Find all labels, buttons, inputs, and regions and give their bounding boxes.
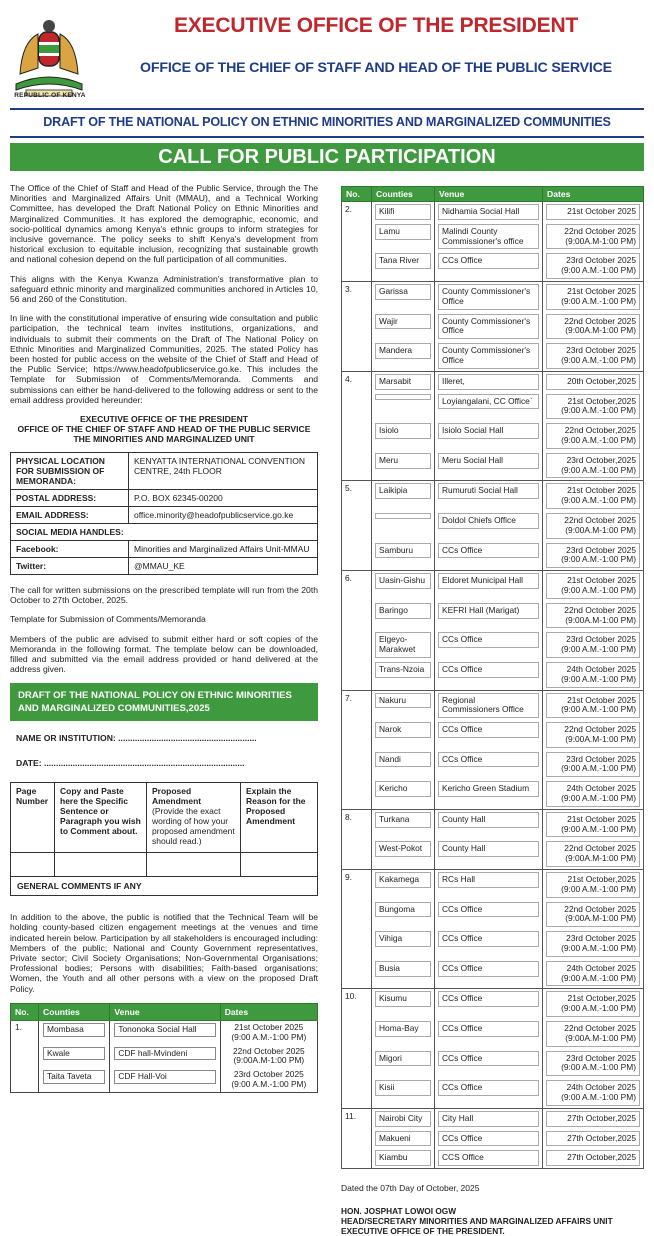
schedule-row: Doldol Chiefs Office 22nd October 2025 (9:00A.M-1:00 PM)	[342, 511, 644, 541]
deadline-paragraph: The call for written submissions on the prescribed template will run from the 20th October to 27th October, 2025.	[10, 585, 318, 606]
schedule-row: Lamu Malindi County Commissioner's office 22nd October 2025 (9:00A.M-1:00 PM)	[342, 222, 644, 252]
kenya-coat-of-arms-icon	[8, 12, 90, 104]
schedule-row: 6. Uasin-Gishu Eldoret Municipal Hall 21st October 2025 (9:00 A.M.-1:00 PM)	[342, 571, 644, 601]
template-heading: Template for Submission of Comments/Memoranda	[10, 614, 206, 625]
email-link[interactable]: office.minority@headofpublicservice.go.ke	[129, 507, 318, 524]
call-banner: CALL FOR PUBLIC PARTICIPATION	[10, 143, 644, 171]
schedule-row: Trans-Nzoia CCs Office 24th October 2025 (9:00 A.M.-1:00 PM)	[342, 660, 644, 690]
page-title: EXECUTIVE OFFICE OF THE PRESIDENT	[173, 14, 579, 37]
signature-block: HON. JOSPHAT LOWOI OGW HEAD/SECRETARY MINORITIES AND MARGINALIZED AFFAIRS UNIT EXECUTIVE OFFICE OF THE PRESIDENT.	[341, 1206, 613, 1236]
schedule-row: Bungoma CCs Office 22nd October 2025 (9:00A.M-1:00 PM)	[342, 900, 644, 930]
schedule-row: Homa-Bay CCs Office 22nd October 2025 (9:00A.M-1:00 PM)	[342, 1019, 644, 1049]
schedule-row: 4. Marsabit Illeret, 20th October,2025	[342, 371, 644, 391]
comment-template-table: Page Number Copy and Paste here the Specific Sentence or Paragraph you wish to Comment about. Proposed Amendment (Provide the exact wording of how your proposed amendment should read.) Explain the Reason for the Proposed Amendment	[10, 782, 318, 877]
right-column	[341, 186, 644, 1236]
schedule-row: 11. Nairobi City City Hall 27th October,2025	[342, 1108, 644, 1128]
schedule-table-right: No. Counties Venue Dates 2. Kilifi Nidhamia Social Hall 21st October 2025 Lamu Malindi County Commissioner's office 22nd October 2025 (9:00A.M-1:00 PM) Tana River CCs Office 23rd October 2025 (9:00 A.M.-1:00 PM) 3. Garissa County Commissioner's Office 21st October 2025 (9:00 A.M.-1:00 PM) Wajir County Commissioner's Office 22nd October 2025 (9:00A.M-1:00 PM) Mandera County Commissioner's Office 23rd October 2025 (9:00 A.M.-1:00 PM) 4. Marsabit Illeret, 20th October,2025 Loyiangalani, CC Office` 21st October,2025 (9:00 A.M.-1:00 PM) Isiolo Isiolo Social Hall 22nd October,2025 (9:00 A.M.-1:00 PM) Meru Meru Social Hall 23rd October,2025 (9:00 A.M.-1:00 PM) 5. Laikipia Rumuruti Social Hall 21st October 2025 (9:00 A.M.-1:00 PM) Doldol Chiefs Office 22nd October 2025 (9:00A.M-1:00 PM) Samburu CCs Office 23rd October 2025 (9:00 A.M.-1:00 PM) 6. Uasin-Gishu Eldoret Municipal Hall 21st October 2025 (9:00 A.M.-1:00 PM) Baringo KEFRI Hall (Marigat) 22nd October 2025 (9:00A.M-1:00 PM) Elgeyo-Marakwet CCs Office 23rd October 2025 (9:00 A.M.-1:00 PM) Trans-Nzoia CCs Office 24th October 2025 (9:00 A.M.-1:00 PM) 7. Nakuru Regional Commissioners Office 21st October 2025 (9:00 A.M.-1:00 PM) Narok CCs Office 22nd October 2025 (9:00A.M-1:00 PM) Nandi CCs Office 23rd October 2025 (9:00 A.M.-1:00 PM) Kericho Kericho Green Stadium 24th October 2025 (9:00 A.M.-1:00 PM) 8. Turkana County Hall 21st October 2025 (9:00 A.M.-1:00 PM) West-Pokot County Hall 22nd October 2025 (9:00A.M-1:00 PM) 9. Kakamega RCs Hall 21st October,2025 (9:00 A.M.-1:00 PM) Bungoma CCs Office 22nd October 2025 (9:00A.M-1:00 PM) Vihiga CCs Office 23rd October 2025 (9:00 A.M.-1:00 PM) Busia CCs Office 24th October 2025 (9:00 A.M.-1:00 PM) 10. Kisumu CCs Office 21st October,2025 (9:00 A.M.-1:00 PM) Homa-Bay CCs Office 22nd October 2025 (9:00A.M-1:00 PM) Migori CCs Office 23rd October 2025 (9:00 A.M.-1:00 PM) Kisii CCs Office 24th October 2025 (9:00 A.M.-1:00 PM) 11. Nairobi City City Hall 27th October,2025 Makueni CCs Office 27th October,2025 Kiambu CCS Office 27th October,2025	[341, 186, 644, 1169]
schedule-row: Loyiangalani, CC Office` 21st October,2025 (9:00 A.M.-1:00 PM)	[342, 392, 644, 422]
schedule-row: 2. Kilifi Nidhamia Social Hall 21st October 2025	[342, 202, 644, 222]
contact-table: PHYSICAL LOCATION FOR SUBMISSION OF MEMORANDA: KENYATTA INTERNATIONAL CONVENTION CENTRE, 24th FLOOR POSTAL ADDRESS: P.O. BOX 62345-00200 EMAIL ADDRESS: office.minority@headofpublicservice.go.ke SOCIAL MEDIA HANDLES: Facebook: Minorities and Marginalized Affairs Unit-MMAU Twitter: @MMAU_KE	[10, 452, 318, 575]
general-comments: GENERAL COMMENTS IF ANY	[10, 877, 318, 896]
schedule-row: Narok CCs Office 22nd October 2025 (9:00A.M-1:00 PM)	[342, 720, 644, 750]
schedule-row: Kericho Kericho Green Stadium 24th October 2025 (9:00 A.M.-1:00 PM)	[342, 779, 644, 809]
name-field: NAME OR INSTITUTION: ..........................................................	[16, 733, 257, 744]
schedule-row: 7. Nakuru Regional Commissioners Office 21st October 2025 (9:00 A.M.-1:00 PM)	[342, 690, 644, 720]
schedule-row: Nandi CCs Office 23rd October 2025 (9:00 A.M.-1:00 PM)	[342, 750, 644, 780]
schedule-row: 10. Kisumu CCs Office 21st October,2025 (9:00 A.M.-1:00 PM)	[342, 989, 644, 1019]
schedule-row: Elgeyo-Marakwet CCs Office 23rd October 2025 (9:00 A.M.-1:00 PM)	[342, 630, 644, 660]
twitter-link[interactable]: @MMAU_KE	[129, 558, 318, 575]
schedule-row: 8. Turkana County Hall 21st October 2025 (9:00 A.M.-1:00 PM)	[342, 809, 644, 839]
schedule-row: Kiambu CCS Office 27th October,2025	[342, 1148, 644, 1168]
format-paragraph: Members of the public are advised to submit either hard or soft copies of the Memoranda in the following format. The template below can be downloaded, filled and submitted via the email address provided or hand delivered at the address given.	[10, 633, 318, 675]
schedule-row: Kisii CCs Office 24th October 2025 (9:00 A.M.-1:00 PM)	[342, 1078, 644, 1108]
schedule-row: Wajir County Commissioner's Office 22nd October 2025 (9:00A.M-1:00 PM)	[342, 312, 644, 342]
template-title: DRAFT OF THE NATIONAL POLICY ON ETHNIC MINORITIES AND MARGINALIZED COMMUNITIES,2025	[10, 683, 318, 721]
facebook-link[interactable]: Minorities and Marginalized Affairs Unit-MMAU	[129, 541, 318, 558]
coat-caption: REPUBLIC OF KENYA	[14, 92, 86, 99]
schedule-row: 3. Garissa County Commissioner's Office 21st October 2025 (9:00 A.M.-1:00 PM)	[342, 281, 644, 311]
address-heading: EXECUTIVE OFFICE OF THE PRESIDENT OFFICE OF THE CHIEF OF STAFF AND HEAD OF THE PUBLIC SERVICE THE MINORITIES AND MARGINALIZED UNIT	[17, 414, 311, 445]
schedule-row: Busia CCs Office 24th October 2025 (9:00 A.M.-1:00 PM)	[342, 959, 644, 989]
header	[0, 0, 654, 108]
schedule-row: 9. Kakamega RCs Hall 21st October,2025 (9:00 A.M.-1:00 PM)	[342, 870, 644, 900]
schedule-row: Isiolo Isiolo Social Hall 22nd October,2025 (9:00 A.M.-1:00 PM)	[342, 421, 644, 451]
date-field: DATE: ....................................................................................	[16, 757, 245, 768]
schedule-row: Baringo KEFRI Hall (Marigat) 22nd October 2025 (9:00A.M-1:00 PM)	[342, 601, 644, 631]
schedule-row: 5. Laikipia Rumuruti Social Hall 21st October 2025 (9:00 A.M.-1:00 PM)	[342, 481, 644, 511]
intro-paragraph: The Office of the Chief of Staff and Head of the Public Service, through the The Minorities and Marginalized Affairs Unit (MMAU), and a Technical Working Committee, has developed the Draft National Policy on Ethnic Minorities and Marginalized Communities. It has explored the demographic, economic, and socio-political dynamics among Kenya's ethnic groups to inform strategies for inclusive governance. The policy seeks to shift Kenya's development from historical exclusion to equitable inclusion, recognizing that sustainable growth and national cohesion depend on the full participation of all communities.	[10, 183, 318, 265]
divider	[10, 108, 644, 110]
left-column	[10, 183, 318, 1093]
schedule-table-left: No. Counties Venue Dates 1. Mombasa Tononoka Social Hall 21st October 2025 (9:00 A.M.-1:00 PM) Kwale CDF hall-Mvindeni 22nd October 2025 (9:00A.M-1:00 PM) Taita Taveta CDF Hall-Voi 23rd October 2025 (9:00 A.M.-1:00 PM)	[10, 1003, 318, 1093]
schedule-row: Vihiga CCs Office 23rd October 2025 (9:00 A.M.-1:00 PM)	[342, 929, 644, 959]
alignment-paragraph: This aligns with the Kenya Kwanza Administration's transformative plan to safeguard ethnic minority and marginalized communities anchored in Articles 10, 56 and 260 of the Constitution.	[10, 273, 318, 305]
invitation-paragraph: In line with the constitutional imperative of ensuring wide consultation and public participation, the technical team invites institutions, organizations, and individuals to submit their comments on the Draft of The National Policy on Ethnic Minorities and Marginalized Communities, 2025. The stated Policy has been hosted for public access on the website of the Chief of Staff and Head of the Public Service; https://www.headofpublicservice.go.ke. This includes the Template for Submission of Comments/Memoranda. Comments and submissions can either be hand-delivered to the following address or sent to the email address provided hereunder:	[10, 313, 318, 405]
schedule-row: Samburu CCs Office 23rd October 2025 (9:00 A.M.-1:00 PM)	[342, 541, 644, 571]
page-subtitle: OFFICE OF THE CHIEF OF STAFF AND HEAD OF THE PUBLIC SERVICE	[140, 60, 612, 76]
schedule-row: Makueni CCs Office 27th October,2025	[342, 1129, 644, 1149]
schedule-row: Meru Meru Social Hall 23rd October,2025 (9:00 A.M.-1:00 PM)	[342, 451, 644, 481]
schedule-row: Mandera County Commissioner's Office 23rd October 2025 (9:00 A.M.-1:00 PM)	[342, 341, 644, 371]
divider	[10, 136, 644, 138]
dated-line: Dated the 07th Day of October, 2025	[341, 1183, 480, 1194]
schedule-row: West-Pokot County Hall 22nd October 2025 (9:00A.M-1:00 PM)	[342, 839, 644, 869]
schedule-row: Tana River CCs Office 23rd October 2025 (9:00 A.M.-1:00 PM)	[342, 251, 644, 281]
schedule-row: Migori CCs Office 23rd October 2025 (9:00 A.M.-1:00 PM)	[342, 1049, 644, 1079]
engagement-paragraph: In addition to the above, the public is notified that the Technical Team will be holding county-based citizen engagement meetings at the venues and time indicated herein below. Participation by all stakeholders is encouraged including: Members of the public; National and County Government representatives, Private sector; Civil Society Organisations; Non-Governmental Organisations; Professional bodies; Persons with disabilities; Faith-based organisations; Women, the Youth and all other persons with a view on the proposed Draft Policy.	[10, 912, 318, 994]
draft-title: DRAFT OF THE NATIONAL POLICY ON ETHNIC MINORITIES AND MARGINALIZED COMMUNITIES	[43, 115, 611, 129]
